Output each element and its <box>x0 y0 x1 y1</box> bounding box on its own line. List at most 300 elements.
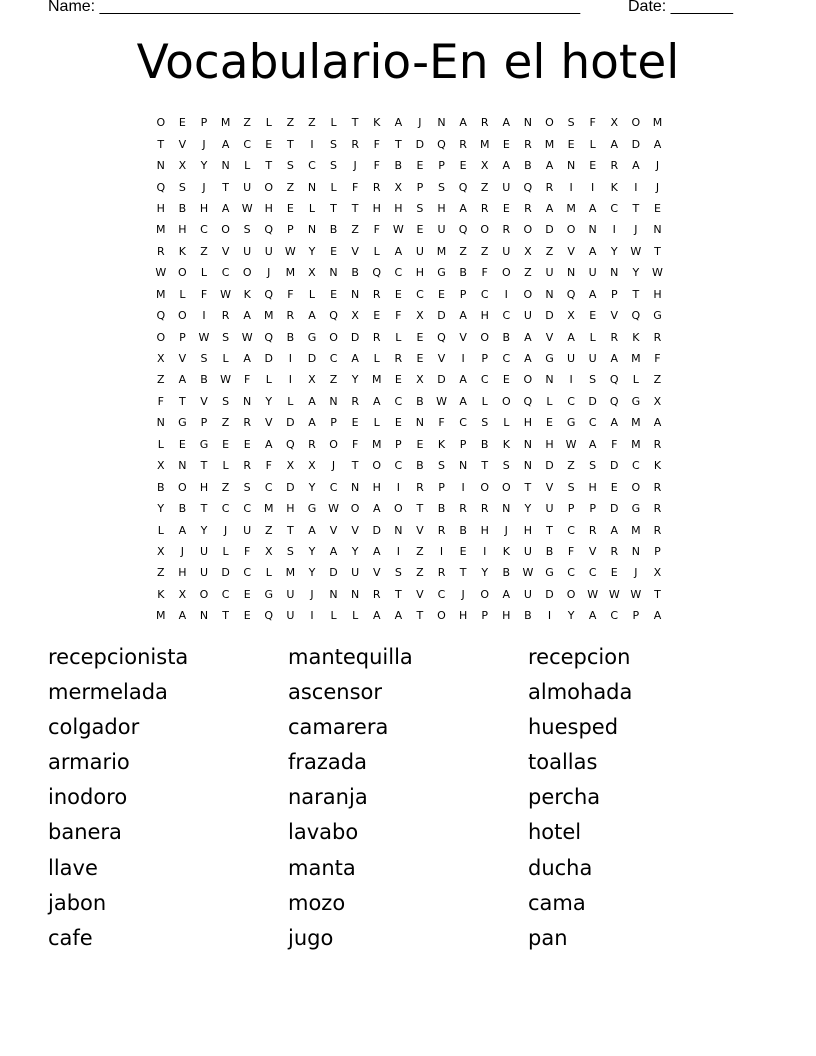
grid-letter: E <box>502 137 510 151</box>
grid-row <box>150 605 670 626</box>
grid-letter: C <box>308 159 316 173</box>
grid-letter: I <box>310 609 314 623</box>
grid-letter: L <box>481 394 488 408</box>
grid-letter: F <box>244 373 251 387</box>
grid-letter: B <box>502 330 511 344</box>
grid-row <box>150 519 670 540</box>
grid-row <box>150 305 670 326</box>
grid-letter: T <box>351 116 359 130</box>
word-bank-item: manta <box>288 855 356 880</box>
grid-row <box>150 198 670 219</box>
grid-letter: R <box>437 566 446 580</box>
grid-letter: B <box>286 330 295 344</box>
grid-letter: A <box>653 137 662 151</box>
grid-letter: T <box>200 459 208 473</box>
grid-letter: F <box>395 309 402 323</box>
grid-letter: N <box>523 437 532 451</box>
grid-letter: R <box>653 480 662 494</box>
grid-letter: N <box>221 159 230 173</box>
grid-letter: D <box>372 523 381 537</box>
grid-letter: Z <box>243 116 251 130</box>
grid-letter: O <box>329 330 338 344</box>
grid-letter: T <box>416 502 424 516</box>
grid-row <box>150 326 670 347</box>
grid-letter: M <box>156 287 166 301</box>
grid-letter: A <box>265 437 273 451</box>
grid-letter: K <box>157 587 165 601</box>
grid-letter: B <box>459 266 467 280</box>
grid-letter: T <box>222 180 229 194</box>
grid-letter: D <box>350 330 360 344</box>
grid-letter: B <box>502 566 511 580</box>
grid-letter: U <box>502 180 511 194</box>
grid-letter: R <box>459 137 467 151</box>
grid-letter: A <box>394 609 403 623</box>
grid-letter: J <box>655 180 660 194</box>
grid-letter: W <box>630 587 642 601</box>
grid-letter: W <box>284 244 296 258</box>
grid-letter: O <box>178 266 187 280</box>
grid-letter: P <box>200 416 208 430</box>
grid-letter: S <box>416 201 424 215</box>
grid-letter: B <box>545 544 554 558</box>
grid-letter: T <box>286 523 294 537</box>
grid-letter: U <box>286 609 295 623</box>
grid-letter: X <box>416 373 424 387</box>
grid-letter: N <box>394 523 403 537</box>
grid-letter: L <box>395 330 402 344</box>
grid-letter: N <box>545 287 554 301</box>
grid-letter: I <box>439 544 444 558</box>
grid-letter: W <box>565 437 577 451</box>
grid-letter: O <box>523 373 533 387</box>
grid-letter: L <box>632 373 639 387</box>
grid-letter: L <box>200 266 208 280</box>
grid-letter: B <box>351 266 359 280</box>
grid-letter: T <box>179 394 186 408</box>
grid-letter: A <box>588 437 597 451</box>
grid-letter: I <box>310 137 314 151</box>
grid-letter: C <box>567 523 575 537</box>
grid-letter: U <box>264 244 273 258</box>
word-bank-item: mozo <box>288 890 346 915</box>
grid-letter: K <box>502 437 510 451</box>
grid-letter: C <box>480 287 489 301</box>
grid-letter: F <box>567 544 575 558</box>
grid-letter: G <box>437 266 446 280</box>
grid-letter: O <box>501 266 511 280</box>
grid-letter: E <box>416 437 424 451</box>
grid-letter: Z <box>308 116 316 130</box>
grid-letter: E <box>610 480 618 494</box>
grid-letter: J <box>202 137 206 151</box>
grid-letter: E <box>351 416 359 430</box>
grid-letter: V <box>588 544 597 558</box>
grid-letter: V <box>610 309 619 323</box>
grid-letter: H <box>178 566 187 580</box>
grid-letter: B <box>480 437 489 451</box>
grid-letter: A <box>632 159 640 173</box>
grid-letter: N <box>329 266 338 280</box>
word-bank-item: recepcionista <box>48 645 189 669</box>
grid-letter: Z <box>286 180 295 194</box>
grid-letter: T <box>330 201 337 215</box>
grid-letter: D <box>437 309 446 323</box>
grid-letter: S <box>286 159 294 173</box>
grid-letter: Z <box>221 480 230 494</box>
grid-letter: F <box>265 459 272 473</box>
grid-letter: S <box>567 480 575 494</box>
grid-letter: V <box>329 523 338 537</box>
grid-letter: D <box>286 480 295 494</box>
grid-letter: X <box>567 309 575 323</box>
grid-letter: M <box>631 523 641 537</box>
grid-letter: P <box>330 416 337 430</box>
grid-letter: H <box>502 609 511 623</box>
grid-letter: S <box>567 116 575 130</box>
grid-letter: S <box>481 416 489 430</box>
grid-letter: N <box>566 159 576 173</box>
grid-row <box>150 584 670 605</box>
grid-letter: M <box>371 373 382 387</box>
grid-letter: P <box>459 437 467 451</box>
grid-letter: B <box>437 502 446 516</box>
word-bank-item: jugo <box>288 925 334 950</box>
grid-letter: Z <box>329 373 338 387</box>
grid-letter: X <box>157 459 165 473</box>
grid-letter: C <box>221 266 230 280</box>
grid-letter: Q <box>264 223 274 237</box>
grid-letter: R <box>610 330 619 344</box>
grid-letter: W <box>630 244 642 258</box>
grid-letter: G <box>264 587 274 601</box>
grid-letter: N <box>523 459 532 473</box>
grid-letter: D <box>437 373 446 387</box>
grid-letter: X <box>157 352 165 366</box>
grid-letter: R <box>524 137 532 151</box>
grid-letter: T <box>394 587 402 601</box>
grid-letter: Y <box>481 566 489 580</box>
grid-letter: O <box>631 116 641 130</box>
grid-letter: Z <box>567 459 575 473</box>
grid-letter: E <box>416 159 424 173</box>
grid-letter: O <box>631 480 641 494</box>
grid-letter: J <box>267 266 271 280</box>
grid-letter: Q <box>631 309 641 323</box>
grid-letter: C <box>329 480 338 494</box>
grid-letter: E <box>394 287 402 301</box>
grid-letter: F <box>157 394 164 408</box>
grid-letter: I <box>634 180 638 194</box>
grid-letter: H <box>178 223 187 237</box>
grid-letter: L <box>287 394 294 408</box>
grid-letter: Y <box>308 244 316 258</box>
grid-row <box>150 284 670 305</box>
grid-letter: X <box>178 159 187 173</box>
grid-letter: I <box>288 373 292 387</box>
grid-letter: Y <box>308 566 316 580</box>
date-line: Date: _______ <box>628 0 733 15</box>
grid-letter: B <box>524 159 532 173</box>
grid-letter: Q <box>458 223 468 237</box>
grid-letter: C <box>437 587 446 601</box>
grid-letter: E <box>610 566 618 580</box>
grid-letter: I <box>461 352 465 366</box>
grid-letter: N <box>307 223 317 237</box>
grid-letter: O <box>480 223 490 237</box>
grid-letter: Y <box>157 502 165 516</box>
grid-letter: B <box>200 373 208 387</box>
grid-letter: Z <box>545 244 554 258</box>
grid-letter: M <box>156 609 166 623</box>
grid-letter: U <box>243 180 252 194</box>
grid-letter: L <box>265 566 272 580</box>
grid-letter: Z <box>459 244 467 258</box>
grid-letter: G <box>178 416 187 430</box>
grid-letter: X <box>286 459 295 473</box>
grid-letter: H <box>653 287 662 301</box>
grid-letter: M <box>566 201 576 215</box>
grid-letter: J <box>504 523 508 537</box>
grid-letter: Z <box>264 523 273 537</box>
grid-letter: H <box>458 609 468 623</box>
grid-letter: A <box>221 201 230 215</box>
grid-letter: R <box>372 287 381 301</box>
grid-letter: A <box>653 609 662 623</box>
grid-letter: X <box>351 309 359 323</box>
grid-letter: V <box>200 394 208 408</box>
grid-letter: C <box>221 502 230 516</box>
grid-letter: O <box>523 223 533 237</box>
grid-letter: Y <box>200 523 208 537</box>
grid-letter: L <box>222 352 229 366</box>
grid-letter: E <box>567 137 575 151</box>
grid-letter: H <box>372 201 381 215</box>
grid-letter: A <box>308 309 316 323</box>
grid-letter: N <box>329 394 338 408</box>
grid-letter: O <box>480 330 490 344</box>
grid-letter: T <box>632 287 640 301</box>
grid-letter: K <box>502 544 510 558</box>
grid-letter: M <box>285 566 296 580</box>
grid-letter: N <box>458 459 468 473</box>
grid-letter: Q <box>264 287 274 301</box>
page-title: Vocabulario-En el hotel <box>136 35 680 90</box>
grid-letter: B <box>178 502 187 516</box>
grid-letter: X <box>480 159 489 173</box>
grid-letter: E <box>438 287 445 301</box>
grid-letter: U <box>523 587 532 601</box>
grid-letter: O <box>329 437 338 451</box>
grid-letter: E <box>416 352 424 366</box>
grid-letter: C <box>459 416 467 430</box>
grid-letter: D <box>221 566 230 580</box>
grid-letter: Z <box>286 116 295 130</box>
grid-row <box>150 369 670 390</box>
grid-letter: H <box>156 201 165 215</box>
grid-letter: Z <box>157 373 165 387</box>
grid-letter: Q <box>609 373 619 387</box>
grid-letter: A <box>610 352 619 366</box>
grid-letter: C <box>243 566 252 580</box>
grid-letter: Y <box>632 266 640 280</box>
grid-letter: D <box>286 416 295 430</box>
grid-letter: R <box>459 502 467 516</box>
grid-letter: E <box>178 116 186 130</box>
grid-letter: M <box>631 352 641 366</box>
grid-letter: F <box>244 544 251 558</box>
grid-letter: R <box>243 459 251 473</box>
grid-letter: X <box>610 116 619 130</box>
grid-letter: A <box>308 523 316 537</box>
grid-letter: B <box>329 223 338 237</box>
grid-letter: A <box>459 394 467 408</box>
grid-letter: T <box>632 201 640 215</box>
grid-letter: V <box>545 330 554 344</box>
grid-letter: Q <box>523 180 533 194</box>
grid-letter: Q <box>156 309 166 323</box>
word-bank-item: hotel <box>528 820 582 845</box>
grid-letter: V <box>372 566 381 580</box>
grid-letter: A <box>394 116 403 130</box>
grid-letter: I <box>569 373 573 387</box>
grid-letter: J <box>634 223 638 237</box>
grid-letter: H <box>480 309 489 323</box>
grid-letter: O <box>501 394 511 408</box>
grid-letter: U <box>243 244 252 258</box>
grid-letter: A <box>610 137 619 151</box>
grid-letter: H <box>199 480 209 494</box>
grid-letter: O <box>199 587 209 601</box>
grid-row <box>150 541 670 562</box>
grid-letter: E <box>265 137 273 151</box>
grid-letter: T <box>459 566 467 580</box>
grid-letter: G <box>653 309 662 323</box>
grid-letter: C <box>610 201 619 215</box>
grid-letter: C <box>480 373 489 387</box>
grid-letter: W <box>155 266 167 280</box>
grid-letter: M <box>371 437 382 451</box>
grid-letter: X <box>416 309 424 323</box>
grid-letter: V <box>265 416 273 430</box>
grid-letter: M <box>631 416 641 430</box>
grid-letter: H <box>437 201 446 215</box>
grid-letter: A <box>329 544 338 558</box>
grid-letter: N <box>307 180 317 194</box>
grid-letter: U <box>415 244 424 258</box>
grid-letter: X <box>178 587 187 601</box>
grid-letter: E <box>546 416 553 430</box>
grid-letter: F <box>373 159 380 173</box>
word-bank-item: llave <box>48 855 98 880</box>
grid-letter: J <box>202 180 206 194</box>
word-bank-item: camarera <box>288 715 389 740</box>
grid-letter: H <box>415 266 425 280</box>
grid-letter: W <box>241 330 253 344</box>
grid-letter: C <box>394 266 403 280</box>
grid-letter: U <box>243 523 252 537</box>
grid-letter: K <box>178 244 186 258</box>
grid-letter: S <box>438 180 445 194</box>
grid-letter: M <box>436 244 447 258</box>
grid-letter: T <box>524 480 532 494</box>
grid-letter: M <box>544 137 555 151</box>
grid-letter: O <box>178 309 187 323</box>
grid-letter: S <box>589 373 597 387</box>
grid-letter: C <box>567 394 575 408</box>
word-bank-item: huesped <box>528 715 619 740</box>
grid-row <box>150 155 670 176</box>
grid-letter: R <box>480 502 489 516</box>
grid-letter: M <box>156 223 166 237</box>
grid-letter: I <box>569 180 573 194</box>
grid-row <box>150 112 670 133</box>
grid-letter: S <box>438 459 445 473</box>
grid-letter: H <box>264 201 273 215</box>
grid-letter: M <box>264 502 274 516</box>
grid-letter: E <box>589 309 597 323</box>
grid-letter: U <box>523 544 532 558</box>
grid-letter: F <box>200 287 208 301</box>
grid-letter: Y <box>567 609 575 623</box>
grid-row <box>150 412 670 433</box>
grid-letter: E <box>416 330 424 344</box>
grid-letter: R <box>372 180 381 194</box>
grid-letter: R <box>372 587 381 601</box>
grid-letter: A <box>588 609 597 623</box>
grid-letter: X <box>653 394 662 408</box>
grid-letter: A <box>308 416 316 430</box>
grid-letter: H <box>394 201 403 215</box>
grid-letter: C <box>502 309 511 323</box>
grid-letter: Q <box>566 287 576 301</box>
grid-letter: G <box>566 416 576 430</box>
grid-letter: A <box>372 394 381 408</box>
grid-letter: T <box>654 244 661 258</box>
grid-letter: I <box>396 544 400 558</box>
grid-letter: R <box>308 437 316 451</box>
grid-letter: Q <box>264 330 274 344</box>
grid-letter: A <box>372 544 381 558</box>
grid-letter: A <box>567 330 575 344</box>
grid-letter: J <box>331 459 336 473</box>
grid-letter: S <box>200 352 208 366</box>
grid-letter: Y <box>265 394 273 408</box>
grid-letter: L <box>222 544 229 558</box>
grid-letter: C <box>221 587 230 601</box>
grid-letter: O <box>242 266 252 280</box>
grid-letter: P <box>654 544 661 558</box>
grid-letter: T <box>200 502 208 516</box>
grid-letter: L <box>589 330 596 344</box>
grid-letter: Z <box>480 180 489 194</box>
grid-letter: T <box>286 137 294 151</box>
grid-letter: R <box>653 330 662 344</box>
grid-letter: A <box>372 502 381 516</box>
word-bank-item: cama <box>528 890 586 915</box>
grid-letter: O <box>372 459 382 473</box>
grid-letter: Q <box>156 180 166 194</box>
grid-letter: D <box>329 566 338 580</box>
grid-letter: K <box>437 437 446 451</box>
grid-letter: G <box>199 437 209 451</box>
grid-letter: A <box>545 159 554 173</box>
grid-letter: A <box>524 352 532 366</box>
grid-letter: V <box>567 244 575 258</box>
grid-letter: L <box>308 201 316 215</box>
grid-letter: D <box>610 502 619 516</box>
grid-letter: G <box>631 502 641 516</box>
